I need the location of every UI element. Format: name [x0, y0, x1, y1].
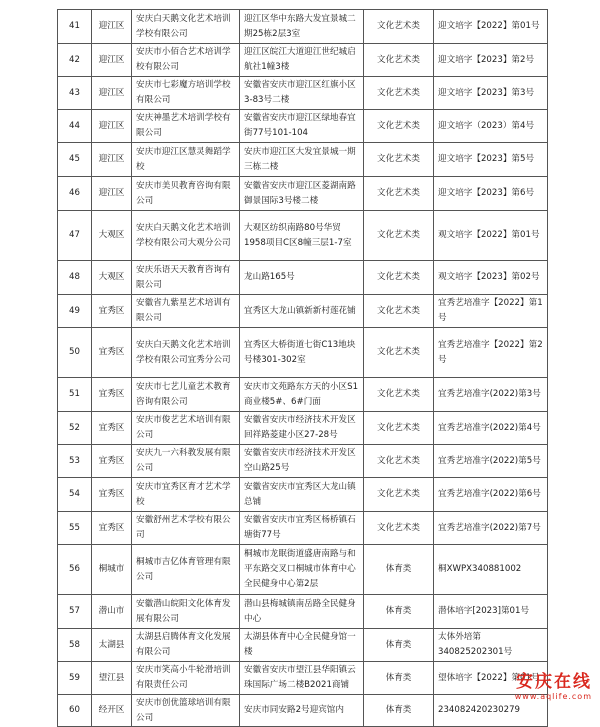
- district-cell: 经开区: [92, 695, 132, 727]
- row-number: 54: [58, 478, 92, 512]
- table-row: [58, 545, 548, 595]
- institution-name-cell: 安庆市创优篮球培训有限公司: [132, 695, 240, 727]
- address-cell: 迎江区华中东路大发宜景城二期25栋2层3室: [240, 10, 364, 44]
- table-row: [58, 143, 548, 177]
- institution-name-cell: 太湖县启腾体育文化发展有限公司: [132, 629, 240, 662]
- institution-name-cell: 安庆市美贝教育咨询有限公司: [132, 177, 240, 211]
- category-cell: 文化艺术类: [364, 328, 434, 378]
- institution-name-cell: 安庆白天鹅文化艺术培训学校有限公司宜秀分公司: [132, 328, 240, 378]
- row-number: 47: [58, 211, 92, 261]
- table-row: [58, 412, 548, 445]
- table-row: [58, 595, 548, 629]
- row-number: 60: [58, 695, 92, 727]
- category-cell: 文化艺术类: [364, 478, 434, 512]
- watermark-url: www.aqlife.com: [514, 692, 592, 701]
- row-number: 41: [58, 10, 92, 44]
- address-cell: 太湖县体育中心全民健身馆一楼: [240, 629, 364, 662]
- address-cell: 宜秀区大龙山镇新新村莲花铺: [240, 295, 364, 328]
- row-number: 46: [58, 177, 92, 211]
- table-row: [58, 10, 548, 44]
- license-number-cell: 太体外培第340825202301号: [434, 629, 548, 662]
- table-row: [58, 261, 548, 295]
- table-row: [58, 662, 548, 695]
- table-row: [58, 328, 548, 378]
- address-cell: 安徽省安庆市迎江区绿地春宜街77号101-104: [240, 110, 364, 143]
- license-number-cell: 宜秀艺培准字【2022】第1号: [434, 295, 548, 328]
- institution-name-cell: 安庆市笑高小牛轮滑培训有限责任公司: [132, 662, 240, 695]
- license-number-cell: 迎文培字【2022】第01号: [434, 10, 548, 44]
- address-cell: 龙山路165号: [240, 261, 364, 295]
- address-cell: 安徽省安庆市迎江区菱湖南路御景国际3号楼二楼: [240, 177, 364, 211]
- institution-name-cell: 安庆市七艺儿童艺术教育咨询有限公司: [132, 378, 240, 412]
- table-body: [58, 10, 548, 727]
- license-number-cell: 望体培字【2022】第01号: [434, 662, 548, 695]
- table-row: [58, 512, 548, 545]
- license-number-cell: 234082420230279: [434, 695, 548, 727]
- table-row: [58, 378, 548, 412]
- category-cell: 文化艺术类: [364, 110, 434, 143]
- category-cell: 体育类: [364, 629, 434, 662]
- license-number-cell: 观文培字【2023】第02号: [434, 261, 548, 295]
- district-cell: 迎江区: [92, 110, 132, 143]
- institution-name-cell: 安徽潜山皖阳文化体育发展有限公司: [132, 595, 240, 629]
- row-number: 57: [58, 595, 92, 629]
- row-number: 43: [58, 77, 92, 110]
- category-cell: 文化艺术类: [364, 44, 434, 77]
- address-cell: 安徽省安庆市经济技术开发区回祥路菱建小区27-28号: [240, 412, 364, 445]
- address-cell: 宜秀区大桥街道七街C13地块号楼301-302室: [240, 328, 364, 378]
- address-cell: 潜山县梅城镇南岳路全民健身中心: [240, 595, 364, 629]
- category-cell: 文化艺术类: [364, 10, 434, 44]
- institution-name-cell: 安庆市迎江区慧灵舞蹈学校: [132, 143, 240, 177]
- district-cell: 迎江区: [92, 10, 132, 44]
- row-number: 45: [58, 143, 92, 177]
- table-row: [58, 211, 548, 261]
- row-number: 55: [58, 512, 92, 545]
- license-number-cell: 宜秀艺培准字(2022)第3号: [434, 378, 548, 412]
- table-row: [58, 77, 548, 110]
- address-cell: 安庆市迎江区大发宜景城一期三栋二楼: [240, 143, 364, 177]
- category-cell: 文化艺术类: [364, 77, 434, 110]
- district-cell: 大观区: [92, 211, 132, 261]
- row-number: 51: [58, 378, 92, 412]
- institution-name-cell: 安庆市宜秀区育才艺术学校: [132, 478, 240, 512]
- category-cell: 文化艺术类: [364, 412, 434, 445]
- category-cell: 文化艺术类: [364, 143, 434, 177]
- training-institution-table: [57, 9, 548, 727]
- watermark-logo: 安庆在线: [516, 672, 592, 692]
- district-cell: 望江县: [92, 662, 132, 695]
- category-cell: 文化艺术类: [364, 445, 434, 478]
- table-row: [58, 110, 548, 143]
- table-row: [58, 177, 548, 211]
- license-number-cell: 宜秀艺培准字(2022)第5号: [434, 445, 548, 478]
- row-number: 49: [58, 295, 92, 328]
- institution-name-cell: 安庆白天鹅文化艺术培训学校有限公司: [132, 10, 240, 44]
- row-number: 52: [58, 412, 92, 445]
- address-cell: 迎江区皖江大道迎江世纪城启航社1幢3楼: [240, 44, 364, 77]
- license-number-cell: 观文培字【2022】第01号: [434, 211, 548, 261]
- license-number-cell: 桐XWPX340881002: [434, 545, 548, 595]
- address-cell: 安庆市文苑路东方天的小区S1商业楼5#、6#门面: [240, 378, 364, 412]
- table-row: [58, 629, 548, 662]
- institution-name-cell: 安庆九一六科教发展有限公司: [132, 445, 240, 478]
- license-number-cell: 宜秀艺培准字(2022)第6号: [434, 478, 548, 512]
- address-cell: 安徽省安庆市经济技术开发区空山路25号: [240, 445, 364, 478]
- category-cell: 文化艺术类: [364, 512, 434, 545]
- table-row: [58, 695, 548, 727]
- institution-name-cell: 桐城市吉亿体育管理有限公司: [132, 545, 240, 595]
- license-number-cell: 迎文培字【2023】第3号: [434, 77, 548, 110]
- row-number: 56: [58, 545, 92, 595]
- category-cell: 体育类: [364, 662, 434, 695]
- district-cell: 宜秀区: [92, 512, 132, 545]
- district-cell: 太湖县: [92, 629, 132, 662]
- license-number-cell: 宜秀艺培准字(2022)第7号: [434, 512, 548, 545]
- license-number-cell: 迎文培字【2023】第5号: [434, 143, 548, 177]
- district-cell: 宜秀区: [92, 445, 132, 478]
- category-cell: 体育类: [364, 695, 434, 727]
- district-cell: 迎江区: [92, 44, 132, 77]
- row-number: 44: [58, 110, 92, 143]
- table-row: [58, 44, 548, 77]
- category-cell: 体育类: [364, 545, 434, 595]
- institution-name-cell: 安徽省九紫星艺术培训有限公司: [132, 295, 240, 328]
- institution-name-cell: 安庆市七彩魔方培训学校有限公司: [132, 77, 240, 110]
- district-cell: 迎江区: [92, 77, 132, 110]
- license-number-cell: 宜秀艺培准字【2022】第2号: [434, 328, 548, 378]
- row-number: 48: [58, 261, 92, 295]
- category-cell: 文化艺术类: [364, 378, 434, 412]
- table-row: [58, 478, 548, 512]
- district-cell: 宜秀区: [92, 412, 132, 445]
- district-cell: 宜秀区: [92, 478, 132, 512]
- row-number: 50: [58, 328, 92, 378]
- watermark: [515, 667, 592, 701]
- address-cell: 安徽省安庆市望江县华阳镇云珠国际广场二楼B2021商铺: [240, 662, 364, 695]
- district-cell: 宜秀区: [92, 328, 132, 378]
- row-number: 42: [58, 44, 92, 77]
- district-cell: 宜秀区: [92, 295, 132, 328]
- district-cell: 迎江区: [92, 177, 132, 211]
- category-cell: 文化艺术类: [364, 177, 434, 211]
- district-cell: 潜山市: [92, 595, 132, 629]
- address-cell: 大观区纺织南路80号华贸1958项目C区8幢三层1-7室: [240, 211, 364, 261]
- address-cell: 安庆市同安路2号迎宾馆内: [240, 695, 364, 727]
- district-cell: 桐城市: [92, 545, 132, 595]
- row-number: 53: [58, 445, 92, 478]
- institution-name-cell: 安庆市俊艺艺术培训有限公司: [132, 412, 240, 445]
- license-number-cell: 潜体培字[2023]第01号: [434, 595, 548, 629]
- license-number-cell: 宜秀艺培准字(2022)第4号: [434, 412, 548, 445]
- row-number: 59: [58, 662, 92, 695]
- address-cell: 安徽省安庆市迎江区红旗小区3-83号二楼: [240, 77, 364, 110]
- address-cell: 桐城市龙眠街道盛唐南路与和平东路交叉口桐城市体育中心全民健身中心第2层: [240, 545, 364, 595]
- institution-name-cell: 安庆乐语天天教育咨询有限公司: [132, 261, 240, 295]
- category-cell: 文化艺术类: [364, 261, 434, 295]
- row-number: 58: [58, 629, 92, 662]
- institution-name-cell: 安庆市小佰合艺术培训学校有限公司: [132, 44, 240, 77]
- license-number-cell: 迎文培字【2023】第2号: [434, 44, 548, 77]
- category-cell: 文化艺术类: [364, 211, 434, 261]
- institution-name-cell: 安徽舒州艺术学校有限公司: [132, 512, 240, 545]
- district-cell: 迎江区: [92, 143, 132, 177]
- district-cell: 大观区: [92, 261, 132, 295]
- institution-name-cell: 安庆神墨艺术培训学校有限公司: [132, 110, 240, 143]
- address-cell: 安徽省安庆市宜秀区杨桥镇石塘街77号: [240, 512, 364, 545]
- license-number-cell: 迎文培字（2023）第4号: [434, 110, 548, 143]
- institution-name-cell: 安庆白天鹅文化艺术培训学校有限公司大观分公司: [132, 211, 240, 261]
- district-cell: 宜秀区: [92, 378, 132, 412]
- table-row: [58, 295, 548, 328]
- license-number-cell: 迎文培字【2023】第6号: [434, 177, 548, 211]
- address-cell: 安徽省安庆市宜秀区大龙山镇总铺: [240, 478, 364, 512]
- category-cell: 体育类: [364, 595, 434, 629]
- table-row: [58, 445, 548, 478]
- category-cell: 文化艺术类: [364, 295, 434, 328]
